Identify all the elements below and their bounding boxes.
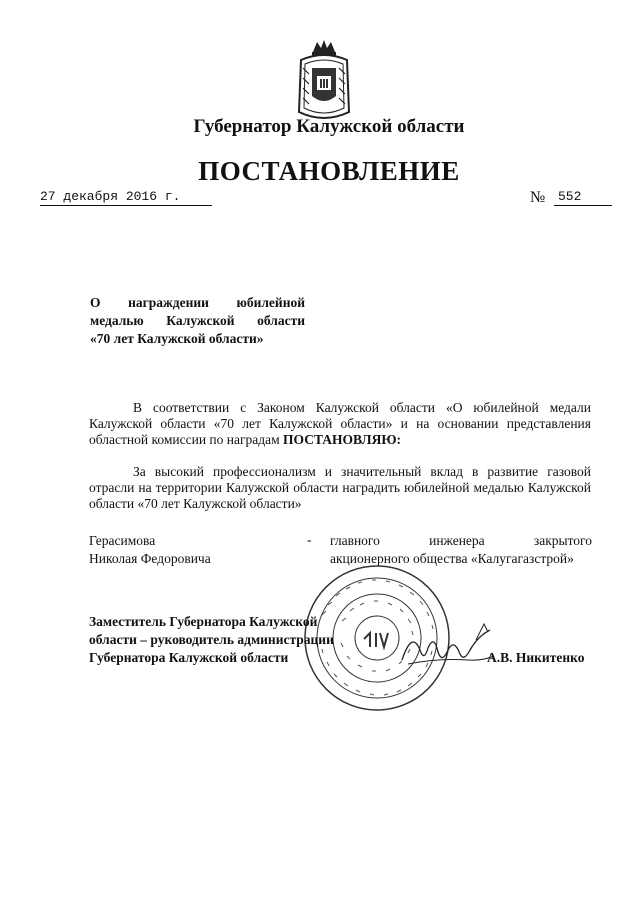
date-underline (40, 205, 212, 206)
signatory-title-line-1: Заместитель Губернатора Калужской (89, 614, 318, 629)
number-underline (554, 205, 612, 206)
document-subject (90, 294, 305, 348)
number-sign: № (530, 189, 546, 206)
document-number: 552 (558, 189, 582, 204)
signatory-title-line-3: Губернатора Калужской области (89, 650, 289, 665)
awardee-given-names: Николая Федоровича (89, 551, 211, 566)
document-date: 27 декабря 2016 г. (40, 189, 181, 204)
awardee-surname: Герасимова (89, 533, 156, 548)
handwritten-signature-icon (398, 620, 498, 675)
preamble-text: В соответствии с Законом Калужской области «О юбилейной медали Калужской области «70 лет Калужской области» и на основании представления областной комиссии по наградам (89, 400, 591, 447)
position-line-1: главного инженера закрытого (330, 533, 592, 548)
decree-keyword: ПОСТАНОВЛЯЮ: (283, 432, 402, 447)
position-line-2: акционерного общества «Калугагазстрой» (330, 551, 574, 566)
coat-of-arms-icon (293, 38, 355, 122)
subject-line-1: О награждении юбилейной (90, 295, 305, 310)
awardee-dash: - (307, 532, 312, 547)
issuing-authority: Губернатор Калужской области (193, 116, 465, 137)
signatory-title-line-2: области – руководитель администрации (89, 632, 334, 647)
preamble-paragraph (89, 400, 591, 448)
subject-line-2: медалью Калужской области (90, 313, 305, 328)
signatory-name: А.В. Никитенко (487, 650, 585, 665)
signatory-title (89, 613, 339, 667)
document-type-title: ПОСТАНОВЛЕНИЕ (198, 156, 460, 186)
subject-line-3: «70 лет Калужской области» (90, 331, 264, 346)
awardee-name (89, 532, 289, 568)
award-paragraph: За высокий профессионализм и значительный вклад в развитие газовой отрасли на территории Калужской области наградить юбилейной медалью Калужской области «70 лет Калужской области» (89, 464, 591, 511)
